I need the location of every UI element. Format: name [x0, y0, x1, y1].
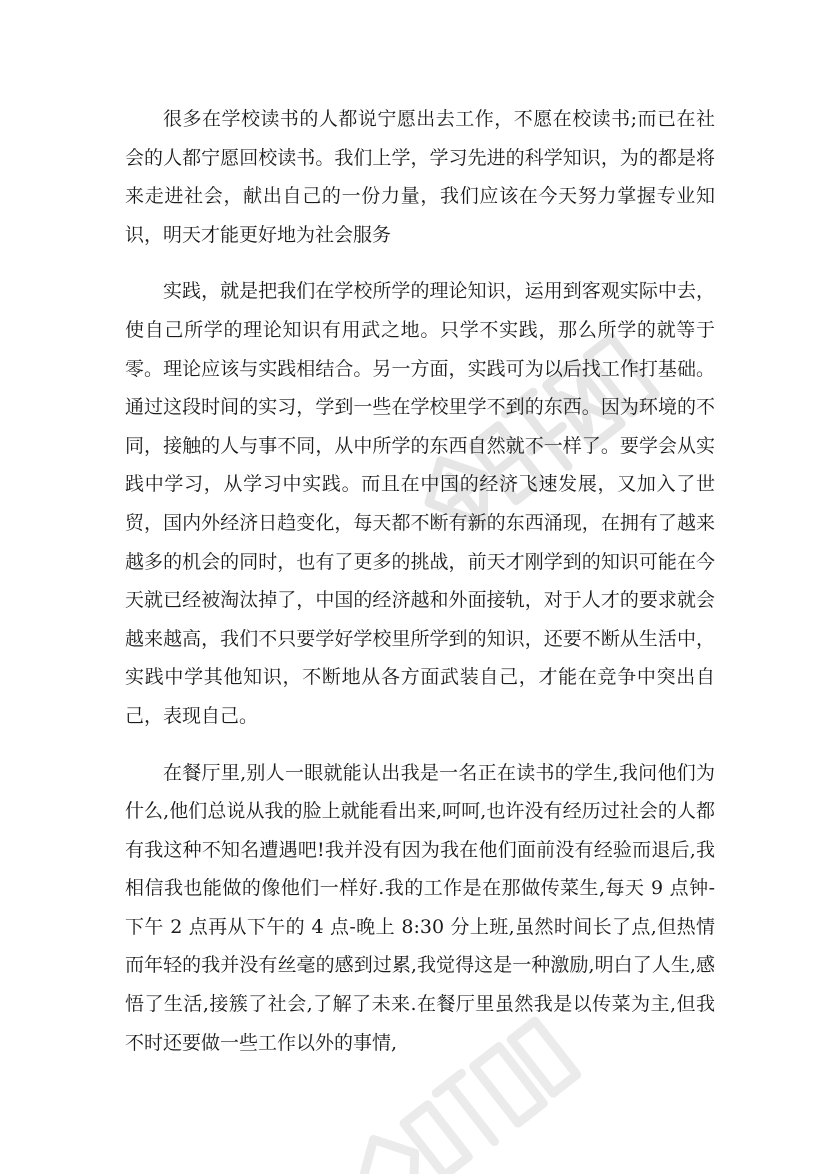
body-text [125, 100, 715, 1062]
paragraph-2: 实践，就是把我们在学校所学的理论知识，运用到客观实际中去，使自己所学的理论知识有用武之地。只学不实践，那么所学的就等于零。理论应该与实践相结合。另一方面，实践可为以后找工作打基础。通过这段时间的实习，学到一些在学校里学不到的东西。因为环境的不同，接触的人与事不同，从中所学的东西自然就不一样了。要学会从实践中学习，从学习中实践。而且在中国的经济飞速发展，又加入了世贸，国内外经济日趋变化，每天都不断有新的东西涌现，在拥有了越来越多的机会的同时，也有了更多的挑战，前天才刚学到的知识可能在今天就已经被淘汰掉了，中国的经济越和外面接轨，对于人才的要求就会越来越高，我们不只要学好学校里所学到的知识，还要不断从生活中，实践中学其他知识，不断地从各方面武装自己，才能在竞争中突出自己，表现自己。 [125, 280, 715, 727]
paragraph-1: 很多在学校读书的人都说宁愿出去工作，不愿在校读书;而已在社会的人都宁愿回校读书。我们上学，学习先进的科学知识，为的都是将来走进社会，献出自己的一份力量，我们应该在今天努力掌握专业知识，明天才能更好地为社会服务 [125, 108, 715, 246]
paragraph-3: 在餐厅里,别人一眼就能认出我是一名正在读书的学生,我问他们为什么,他们总说从我的脸上就能看出来,呵呵,也许没有经历过社会的人都有我这种不知名遭遇吧!我并没有因为我在他们面前没有经验而退后,我相信我也能做的像他们一样好.我的工作是在那做传菜生,每天 9 点钟-下午 2 点再从下午的 4 点-晚上 8:30 分上班,虽然时间长了点,但热情而年轻的我并没有丝毫的感到过累,我觉得这是一种激励,明白了人生,感悟了生活,接簇了社会,了解了未来.在餐厅里虽然我是以传菜为主,但我不时还要做一些工作以外的事情, [125, 761, 715, 1054]
